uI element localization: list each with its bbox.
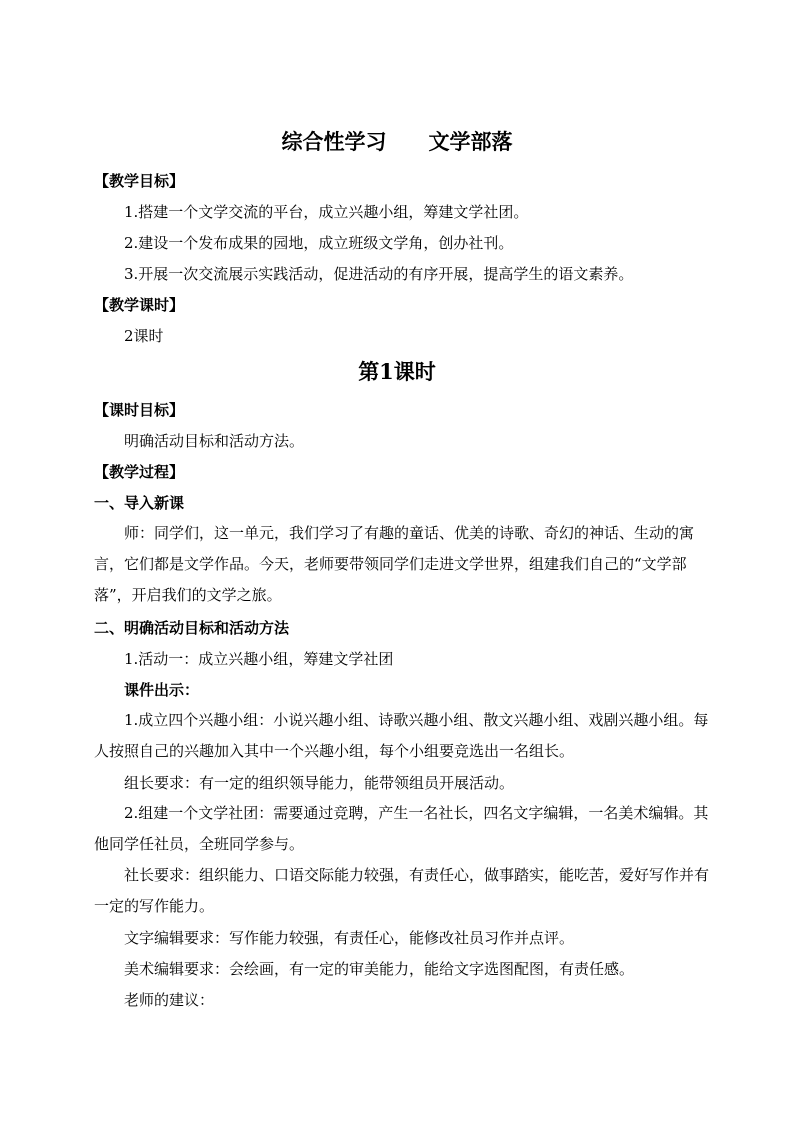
courseware-item-1: 1.成立四个兴趣小组：小说兴趣小组、诗歌兴趣小组、散文兴趣小组、戏剧兴趣小组。每人按照自己的兴趣加入其中一个兴趣小组，每个小组要竞选出一名组长。 — [94, 711, 709, 760]
section-heading-hours: 【教学课时】 — [94, 296, 185, 314]
goal-item-1: 1.搭建一个文学交流的平台，成立兴趣小组，筹建文学社团。 — [124, 203, 529, 221]
lesson-goal-text: 明确活动目标和活动方法。 — [124, 432, 305, 450]
courseware-label: 课件出示： — [124, 681, 200, 699]
intro-paragraph: 师：同学们，这一单元，我们学习了有趣的童话、优美的诗歌、奇幻的神话、生动的寓言，它们都是文学作品。今天，老师要带领同学们走进文学世界，组建我们自己的“文学部落”，开启我们的文学之旅。 — [94, 524, 695, 604]
activity-1-heading: 1.活动一：成立兴趣小组，筹建文学社团 — [124, 650, 394, 668]
section-heading-process: 【教学过程】 — [94, 463, 185, 481]
courseware-item-2: 2.组建一个文学社团：需要通过竞聘，产生一名社长，四名文字编辑，一名美术编辑。其他同学任社员，全班同学参与。 — [94, 804, 709, 853]
text-editor-requirement: 文字编辑要求：写作能力较强，有责任心，能修改社员习作并点评。 — [124, 929, 575, 947]
goal-item-2: 2.建设一个发布成果的园地，成立班级文学角，创办社刊。 — [124, 234, 514, 252]
step-heading-intro: 一、导入新课 — [94, 494, 185, 512]
president-requirement: 社长要求：组织能力、口语交际能力较强，有责任心，做事踏实，能吃苦，爱好写作并有一定的写作能力。 — [94, 866, 710, 915]
step-heading-goals-methods: 二、明确活动目标和活动方法 — [94, 619, 290, 637]
page-title: 综合性学习 文学部落 — [281, 129, 513, 154]
leader-requirement: 组长要求：有一定的组织领导能力，能带领组员开展活动。 — [124, 774, 515, 792]
goal-item-3: 3.开展一次交流展示实践活动，促进活动的有序开展，提高学生的语文素养。 — [124, 265, 634, 283]
teacher-advice: 老师的建议： — [124, 991, 215, 1009]
section-heading-lesson-goal: 【课时目标】 — [94, 401, 185, 419]
section-heading-goals: 【教学目标】 — [94, 172, 185, 190]
lesson-title: 第1课时 — [358, 359, 436, 384]
art-editor-requirement: 美术编辑要求：会绘画，有一定的审美能力，能给文字选图配图，有责任感。 — [124, 960, 635, 978]
hours-value: 2课时 — [124, 327, 164, 345]
